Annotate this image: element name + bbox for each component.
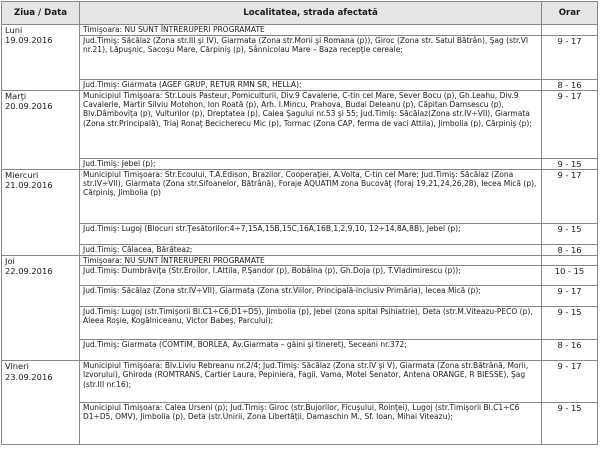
time-cell: 9 - 17 xyxy=(542,36,598,80)
header-day: Ziua / Data xyxy=(2,2,80,25)
time-cell: 8 - 16 xyxy=(542,80,598,91)
table-row xyxy=(2,170,598,224)
table-row xyxy=(2,80,598,91)
day-date: 22.09.2016 xyxy=(5,266,53,277)
day-date: 23.09.2016 xyxy=(5,371,53,382)
location-cell: Jud.Timiş: Giarmata (AGEF GRUP, RETUR RMN SR, HELLA); xyxy=(80,80,542,91)
time-cell: 8 - 16 xyxy=(542,245,598,256)
day-cell xyxy=(2,25,80,91)
table-row xyxy=(2,340,598,361)
table-row xyxy=(2,25,598,36)
location-cell: Municipiul Timişoara: Calea Urseni (p); Jud.Timiş: Giroc (str.Bujorilor, Ficuşului, Roinţei), Lugoj (str.Timişorii Bl.C1÷C6 D1÷D5, OMV), Jimbolia (p), Deta (str.Unirii, Zona Libertăţii, Damaschin M., Sf. Ioan, Mihai Viteazu); xyxy=(80,403,542,445)
location-cell: Timişoara: NU SUNT ÎNTRERUPERI PROGRAMATE xyxy=(80,25,542,36)
day-name: Marţi xyxy=(5,91,27,101)
table-row xyxy=(2,266,598,286)
day-name: Vineri xyxy=(5,361,29,372)
header-time: Orar xyxy=(542,2,598,25)
day-date: 20.09.2016 xyxy=(5,101,53,112)
time-cell: 9 - 17 xyxy=(542,91,598,159)
location-cell: Municipiul Timişoara: Blv.Liviu Rebreanu nr.2/4; Jud.Timiş: Săcălaz (Zona str.IV şi V), Giarmata (Zona str.Bătrână, Morii, Izvorului), Ghiroda (ROMTRANS, Cartier Laura, Pepiniera, Fagii, Vama, Motel Senator, Antena ORANGE, R BIESSE), Şag (str.III nr.16); xyxy=(80,361,542,403)
location-cell: Municipiul Timişoara: Str.Ecoului, T.A.Edison, Brazilor, Cooperaţiei, A.Volta, C-tin cel Mare; Jud.Timiş: Săcălaz (Zona str.IV÷VII), Giarmata (Zona str.Sifoanelor, Bătrână), Foraje AQUATIM zona Bucovăţ (foraj 19,21,24,26,28), Iecea Mică (p), Cărpiniş, Jimbolia (p) xyxy=(80,170,542,224)
time-cell: 9 - 15 xyxy=(542,403,598,445)
location-cell: Jud.Timiş: Dumbrăviţa (Str.Eroilor, I.Attila, P.Şandor (p), Bobâlna (p), Gh.Doja (p), T.Vladimirescu (p)); xyxy=(80,266,542,286)
time-cell: 10 - 15 xyxy=(542,266,598,286)
table-row xyxy=(2,256,598,266)
location-cell: Jud.Timiş: Giarmata (COMTIM, BORLEA, Av.Giarmata – găini şi tineret), Seceani nr.372; xyxy=(80,340,542,361)
schedule-body xyxy=(2,25,598,445)
location-cell: Jud.Timiş: Călacea, Bărăteaz; xyxy=(80,245,542,256)
day-cell xyxy=(2,256,80,361)
time-cell: 9 - 15 xyxy=(542,307,598,340)
location-cell: Jud.Timiş: Lugoj (Blocuri str.Ţesătorilor:4÷7,15A,15B,15C,16A,16B,1,2,9,10, 12÷14,8A,8B), Jebel (p); xyxy=(80,224,542,245)
location-cell: Municipiul Timişoara: Str.Louis Pasteur, Pomiculturii, Div.9 Cavalerie, C-tin cel Mare, Sever Bocu (p), Gh.Leahu, Div.9 Cavalerie, Martir Silviu Motohon, Ion Roată (p), Arh. I.Mincu, Prahova, Budai Deleanu (p), Căpitan Damsescu (p), Blv.Dâmboviţa (p), Vulturilor (p), Dreptatea (p), Calea Şagului nr.53 şi 55; Jud.Timiş: Săcălaz(Zona str.IV÷VII), Giarmata (Zona str.Principală), Triaj Ronaţ Becicherecu Mic (p), Tormac (Zona CAP, ferma de vaci Attila), Jimbolia (p), Cărpiniş (p); xyxy=(80,91,542,159)
time-cell: 9 - 17 xyxy=(542,170,598,224)
time-cell xyxy=(542,25,598,36)
table-row xyxy=(2,91,598,159)
day-date: 19.09.2016 xyxy=(5,35,53,46)
time-cell: 9 - 15 xyxy=(542,159,598,170)
table-row xyxy=(2,36,598,80)
day-date: 21.09.2016 xyxy=(5,180,53,191)
location-cell: Jud.Timiş: Săcălaz (Zona str.IV÷VII), Giarmata (Zona str.Viilor, Principală-inclusiv Primăria), Iecea Mică (p); xyxy=(80,286,542,307)
schedule-table xyxy=(1,1,598,445)
day-cell xyxy=(2,91,80,170)
table-row xyxy=(2,403,598,445)
table-row xyxy=(2,245,598,256)
day-cell xyxy=(2,170,80,256)
table-row xyxy=(2,361,598,403)
time-cell xyxy=(542,256,598,266)
time-cell: 9 - 15 xyxy=(542,224,598,245)
table-row xyxy=(2,307,598,340)
day-cell xyxy=(2,361,80,445)
time-cell: 9 - 17 xyxy=(542,361,598,403)
location-cell: Jud.Timiş: Lugoj (str.Timişorii Bl.C1÷C6,D1÷D5), Jimbolia (p), Jebel (zona spital Psihiatrie), Deta (str.M.Viteazu-PECO (p), Aleea Roşie, Kogălniceanu, Victor Babeş, Parcului); xyxy=(80,307,542,340)
day-name: Luni xyxy=(5,25,23,35)
header-location: Localitatea, strada afectată xyxy=(80,2,542,25)
table-row xyxy=(2,159,598,170)
time-cell: 8 - 16 xyxy=(542,340,598,361)
time-cell: 9 - 17 xyxy=(542,286,598,307)
header-row xyxy=(2,2,598,25)
table-row xyxy=(2,286,598,307)
location-cell: Jud.Timiş: Săcălaz (Zona str.III şi IV), Giarmata (Zona str.Morii şi Romana (p)), Giroc (Zona str. Satul Bătrân), Şag (str.VI nr.21), Lăpuşnic, Sacoşu Mare, Cărpiniş (p), Sânnicolau Mare – Baza recepţie cereale; xyxy=(80,36,542,80)
day-name: Joi xyxy=(5,256,15,266)
day-name: Miercuri xyxy=(5,170,39,180)
table-row xyxy=(2,224,598,245)
location-cell: Timişoara: NU SUNT ÎNTRERUPERI PROGRAMATE xyxy=(80,256,542,266)
location-cell: Jud.Timiş: Jebel (p); xyxy=(80,159,542,170)
